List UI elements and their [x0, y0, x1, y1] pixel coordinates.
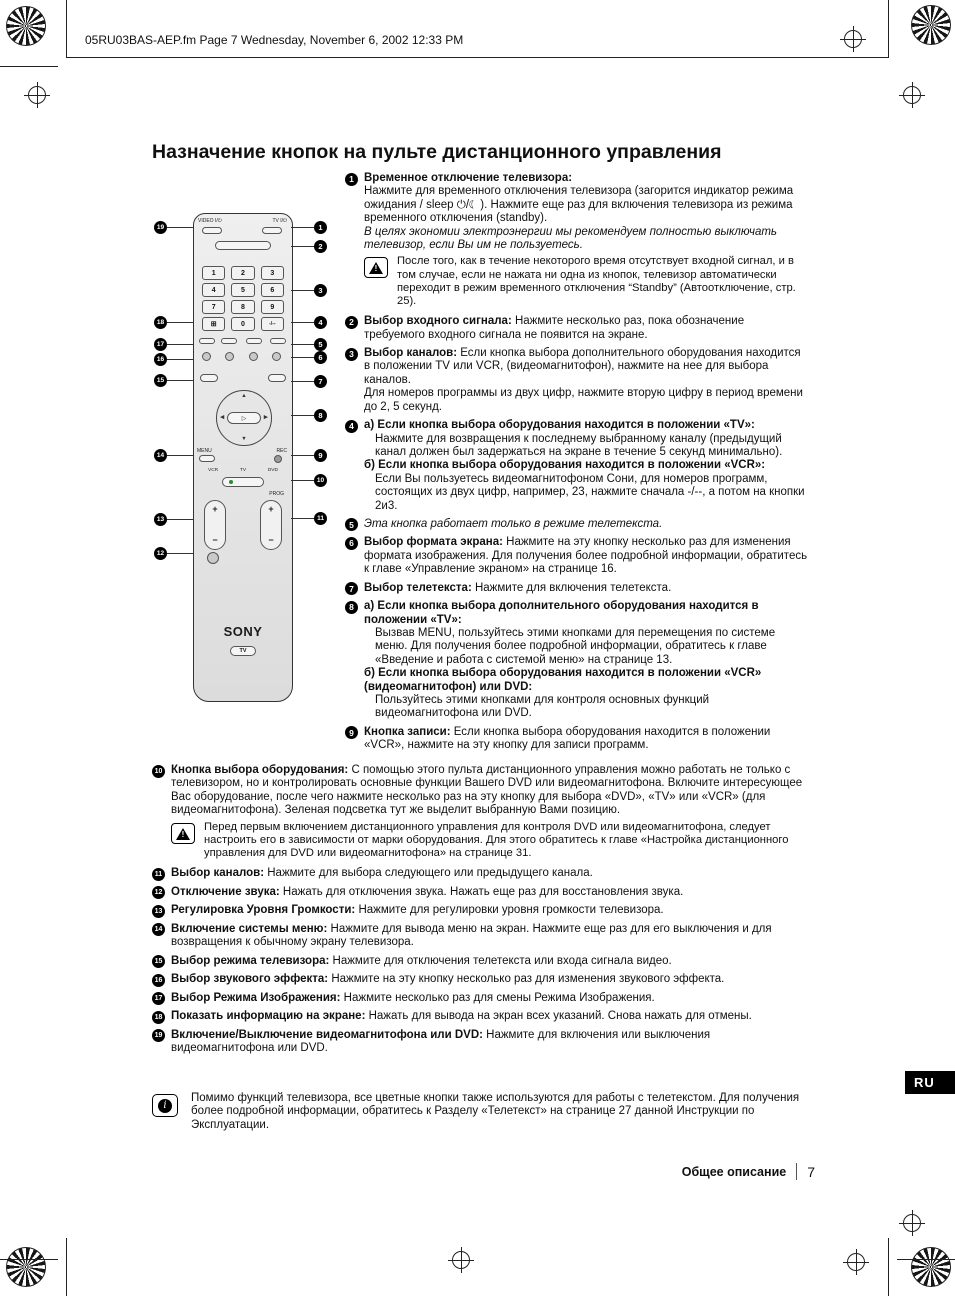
item-number-badge: 19 [152, 1029, 165, 1042]
callout-17: 17 [154, 338, 167, 351]
item-7 [345, 582, 808, 596]
page-title: Назначение кнопок на пульте дистанционного управления [152, 141, 722, 163]
item-4 [345, 419, 808, 513]
callout-line [291, 455, 314, 456]
teletext-note-text: Помимо функций телевизора, все цветные кнопки также используются для работы с телетекстом. Для получения более подробной информации, обратитесь к Разделу «Телетекст» на странице 27 данной Инструкции по Эксплуатации. [191, 1092, 800, 1131]
item-number-badge: 10 [152, 765, 165, 778]
item-10 [152, 764, 814, 862]
key-2: 2 [231, 266, 254, 280]
volume-rocker [204, 500, 226, 550]
trim-mark [66, 1238, 67, 1296]
key-6: 6 [261, 283, 284, 297]
equipment-select-button [222, 477, 264, 487]
callout-line [291, 344, 314, 345]
remote-body [193, 213, 293, 702]
callout-7: 7 [314, 375, 327, 388]
key-⊞: ⊞ [202, 317, 225, 331]
dpad-right-icon: ▶ [263, 414, 268, 421]
callout-13: 13 [154, 513, 167, 526]
callout-5: 5 [314, 338, 327, 351]
language-badge: RU [905, 1071, 955, 1094]
key-7: 7 [202, 300, 225, 314]
callout-line [167, 455, 193, 456]
item-number-badge: 13 [152, 905, 165, 918]
callout-10: 10 [314, 474, 327, 487]
tv-mode-button [200, 374, 218, 382]
trim-mark [888, 0, 889, 58]
teletext-note [152, 1092, 814, 1132]
item-body [171, 1029, 814, 1056]
items-full-width [152, 764, 814, 1055]
key-4: 4 [202, 283, 225, 297]
item-paragraph: Вызвав MENU, пользуйтесь этими кнопками для перемещения по системе меню. Для получения более подробной информации, обратитесь к главе «Введение и работа с системой меню» на странице 13. [375, 626, 776, 666]
dpad [216, 390, 272, 446]
crosshair-mark-top-left [24, 82, 50, 108]
small-button [221, 338, 237, 344]
item-paragraph: Выбор звукового эффекта: Нажмите на эту кнопку несколько раз для изменения звукового эффекта. [171, 973, 725, 986]
item-number-badge: 14 [152, 923, 165, 936]
callout-line [167, 344, 193, 345]
callout-line [167, 322, 193, 323]
item-number-badge: 3 [345, 348, 358, 361]
item-paragraph: а) Если кнопка выбора оборудования находится в положении «TV»: [364, 419, 755, 432]
sound-effect-button [202, 352, 211, 361]
item-paragraph: Регулировка Уровня Громкости: Нажмите для регулировки уровня громкости телевизора. [171, 904, 664, 917]
item-body [364, 582, 808, 596]
callout-1: 1 [314, 221, 327, 234]
remote-control-illustration [150, 205, 340, 780]
warning-icon: ! [171, 823, 195, 844]
header-file-info: 05RU03BAS-AEP.fm Page 7 Wednesday, November 6, 2002 12:33 PM [85, 33, 464, 47]
item-body [364, 419, 808, 513]
item-number-badge: 18 [152, 1011, 165, 1024]
footer-divider [796, 1163, 797, 1180]
callout-9: 9 [314, 449, 327, 462]
item-paragraph: Выбор входного сигнала: Нажмите несколько раз, пока обозначение требуемого входного сигнала не появится на экране. [364, 315, 745, 341]
registration-target-top-right [911, 5, 951, 45]
item-paragraph: Нажмите для возвращения к последнему выбранному каналу (предыдущий канал должен был задержаться на экране в течение 5 секунд минимально). [375, 432, 783, 458]
callout-12: 12 [154, 547, 167, 560]
item-body [171, 867, 814, 881]
item-number-badge: 12 [152, 886, 165, 899]
color-button [225, 352, 234, 361]
trim-mark [66, 0, 67, 58]
item-number-badge: 2 [345, 316, 358, 329]
callout-line [291, 322, 314, 323]
item-paragraph: Временное отключение телевизора: [364, 172, 573, 184]
item-paragraph: б) Если кнопка выбора оборудования находится в положении «VCR» (видеомагнитофон) или DVD: [364, 667, 762, 693]
item-body [171, 992, 814, 1006]
item-paragraph: Выбор каналов: Если кнопка выбора дополнительного оборудования находится в положении TV или VCR, (видеомагнитофон), нажмите на нее для выбора каналов. [364, 347, 801, 386]
item-paragraph: Выбор формата экрана: Нажмите на эту кнопку несколько раз для изменения формата изображения. Для получения более подробной информации, обратитесь к главе «Управление экраном» на странице 16. [364, 536, 808, 576]
crosshair-mark-bottom-right [843, 1249, 869, 1275]
item-body [364, 347, 808, 414]
callout-line [167, 519, 193, 520]
rec-label: REC [276, 448, 287, 454]
callout-line [291, 357, 314, 358]
item-2 [345, 315, 808, 342]
item-number-badge: 5 [345, 518, 358, 531]
item-5 [345, 518, 808, 532]
item-body [364, 726, 808, 753]
crosshair-mark-bottom-center [448, 1247, 474, 1273]
warning-text: Перед первым включением дистанционного управления для контроля DVD или видеомагнитофона, следует настроить его в зависимости от марки оборудования. Для этого обратитесь к главе «Настройка дистанционного управления для DVD или видеомагнитофона» на странице 31. [204, 820, 789, 860]
item-number-badge: 17 [152, 992, 165, 1005]
callout-line [291, 415, 314, 416]
item-number-badge: 16 [152, 974, 165, 987]
item-number-badge: 1 [345, 173, 358, 186]
item-body [364, 536, 808, 576]
callout-16: 16 [154, 353, 167, 366]
item-body [171, 973, 814, 987]
program-minus: − [268, 535, 274, 545]
item-body [171, 886, 814, 900]
trim-mark [888, 1238, 889, 1296]
small-button [246, 338, 262, 344]
item-3 [345, 347, 808, 414]
item-paragraph: б) Если кнопка выбора оборудования находится в положении «VCR»: [364, 459, 766, 472]
item-number-badge: 8 [345, 601, 358, 614]
item-number-badge: 4 [345, 420, 358, 433]
callout-18: 18 [154, 316, 167, 329]
warning-text: После того, как в течение некоторого время отсутствует входной сигнал, и в том случае, если не нажата ни одна из кнопок, телевизор автоматически переходит в режим временного отключения “Standby” (Автоотключение, стр. 25). [397, 255, 796, 308]
selector-label-vcr: VCR [208, 468, 219, 473]
item-15 [152, 955, 814, 969]
item-9 [345, 726, 808, 753]
item-paragraph: Включение/Выключение видеомагнитофона или DVD: Нажмите для включения или выключения видеомагнитофона или DVD. [171, 1028, 711, 1054]
prog-label: PROG [269, 491, 284, 497]
trim-mark [0, 1259, 58, 1260]
item-body [171, 955, 814, 969]
item-body [364, 315, 808, 342]
number-keypad [202, 266, 284, 331]
color-button [249, 352, 258, 361]
items-column-right [345, 172, 808, 753]
callout-19: 19 [154, 221, 167, 234]
item-paragraph: Выбор Режима Изображения: Нажмите несколько раз для смены Режима Изображения. [171, 991, 655, 1004]
info-icon [152, 1094, 178, 1117]
item-paragraph: Выбор телетекста: Нажмите для включения телетекста. [364, 581, 672, 594]
crosshair-mark-right-edge-bottom [899, 1210, 925, 1236]
warning-note [171, 821, 814, 861]
program-plus: + [268, 504, 274, 514]
item-paragraph: Отключение звука: Нажать для отключения звука. Нажать еще раз для восстановления звука. [171, 885, 684, 898]
video-power-label: VIDEO I/⏻ [198, 218, 222, 224]
callout-line [167, 359, 193, 360]
callout-6: 6 [314, 351, 327, 364]
trim-mark [897, 1259, 955, 1260]
item-paragraph: Если Вы пользуетесь видеомагнитофоном Сони, для номеров программ, состоящих из двух цифр, например, 23, нажмите сначала -/--, а потом на кнопки 2и3. [375, 472, 805, 512]
callout-line [291, 246, 314, 247]
video-power-button [202, 227, 222, 234]
menu-button [199, 455, 215, 462]
registration-target-top-left [6, 6, 46, 46]
item-paragraph: Пользуйтесь этими кнопками для контроля основных функций видеомагнитофона или DVD. [375, 694, 710, 720]
key-1: 1 [202, 266, 225, 280]
crosshair-mark-top-right [840, 26, 866, 52]
item-12 [152, 886, 814, 900]
dpad-up-icon: ▲ [241, 393, 247, 399]
key-5: 5 [231, 283, 254, 297]
item-paragraph: Нажмите для временного отключения телевизора (загорится индикатор режима ожидания / sleep ⏻/☾ ). Нажмите еще раз для включения телевизора из режима временного отключения (standby). [364, 185, 794, 225]
crosshair-mark-right-edge [899, 82, 925, 108]
selector-label-dvd: DVD [267, 468, 278, 473]
callout-11: 11 [314, 512, 327, 525]
callout-line [291, 290, 314, 291]
item-body [364, 518, 808, 532]
tv-power-label: TV I/⏻ [272, 218, 287, 224]
callout-15: 15 [154, 374, 167, 387]
item-paragraph: Кнопка выбора оборудования: С помощью этого пульта дистанционного управления можно работать не только с телевизором, но и контролировать основные функции Вашего DVD или видеомагнитофона. Включите интересующее Вас оборудование, после чего нажмите несколько раз на эту кнопку для выбора «DVD», «TV» или «VCR» (для видеомагнитофона). Зеленая подсветка тут же выделит выбранную Вами позицию. [171, 764, 803, 817]
callout-3: 3 [314, 284, 327, 297]
item-body [171, 764, 814, 862]
registration-target-bottom-left [6, 1247, 46, 1287]
sony-logo: SONY [223, 624, 263, 639]
key-3: 3 [261, 266, 284, 280]
dpad-down-icon: ▼ [241, 435, 247, 442]
item-19 [152, 1029, 814, 1056]
key-9: 9 [261, 300, 284, 314]
item-18 [152, 1010, 814, 1024]
dpad-left-icon: ◀ [220, 414, 225, 421]
item-13 [152, 904, 814, 918]
callout-4: 4 [314, 316, 327, 329]
callout-line [291, 381, 314, 382]
callout-line [291, 227, 314, 228]
info-i-glyph: i [158, 1099, 172, 1113]
warning-icon: ! [364, 257, 388, 278]
item-body [364, 172, 808, 310]
callout-line [291, 518, 314, 519]
input-select-button [215, 241, 271, 250]
item-6 [345, 536, 808, 576]
header-rule [67, 57, 888, 58]
menu-label: MENU [197, 448, 212, 454]
key-0: 0 [231, 317, 254, 331]
item-1 [345, 172, 808, 310]
item-number-badge: 9 [345, 726, 358, 739]
dpad-center-button: ▷ [227, 412, 261, 424]
teletext-button [268, 374, 286, 382]
item-body [171, 904, 814, 918]
item-number-badge: 11 [152, 868, 165, 881]
item-paragraph: Показать информацию на экране: Нажать для вывода на экран всех указаний. Снова нажать для отмены. [171, 1010, 752, 1023]
footer-page-number: 7 [807, 1163, 815, 1180]
teletext-hold-button [270, 338, 286, 344]
item-number-badge: 7 [345, 582, 358, 595]
volume-plus: + [212, 504, 218, 514]
item-body [364, 600, 808, 721]
registration-target-bottom-right [911, 1247, 951, 1287]
volume-minus: − [212, 535, 218, 545]
item-number-badge: 6 [345, 537, 358, 550]
equipment-selector-labels [208, 468, 278, 473]
item-8 [345, 600, 808, 721]
callout-line [167, 553, 193, 554]
key--/--: -/-- [261, 317, 284, 331]
trim-mark [0, 66, 58, 67]
footer-section: Общее описание [681, 1164, 787, 1179]
tv-power-button [262, 227, 282, 234]
item-paragraph: Для номеров программы из двух цифр, нажмите вторую цифру в период времени до 2, 5 секунд. [364, 387, 803, 413]
green-indicator [229, 480, 233, 484]
item-paragraph: В целях экономии электроэнергии мы рекомендуем полностью выключать телевизор, если Вы им не пользуетесь. [364, 225, 777, 252]
item-11 [152, 867, 814, 881]
item-paragraph: Включение системы меню: Нажмите для вывода меню на экран. Нажмите еще раз для его выключения и для возвращения к обычному экрану телевизора. [171, 922, 772, 949]
callout-8: 8 [314, 409, 327, 422]
callout-2: 2 [314, 240, 327, 253]
warning-note [364, 255, 808, 308]
key-8: 8 [231, 300, 254, 314]
muting-button [207, 552, 219, 564]
program-rocker [260, 500, 282, 550]
picture-mode-button [199, 338, 215, 344]
callout-line [167, 380, 193, 381]
item-body [171, 1010, 814, 1024]
rec-button [274, 455, 282, 463]
page-footer [560, 1163, 815, 1180]
tv-mode-pill-label: TV [239, 648, 247, 654]
selector-label-tv: TV [239, 468, 247, 473]
item-number-badge: 15 [152, 955, 165, 968]
callout-line [291, 480, 314, 481]
item-14 [152, 923, 814, 950]
item-17 [152, 992, 814, 1006]
item-paragraph: Кнопка записи: Если кнопка выбора оборудования находится в положении «VCR», нажмите на эту кнопку для записи программ. [364, 725, 771, 752]
screen-format-button [272, 352, 281, 361]
item-paragraph: Эта кнопка работает только в режиме телетекста. [364, 517, 663, 530]
item-16 [152, 973, 814, 987]
callout-14: 14 [154, 449, 167, 462]
item-paragraph: а) Если кнопка выбора дополнительного оборудования находится в положении «TV»: [364, 600, 759, 626]
callout-line [167, 227, 193, 228]
item-paragraph: Выбор каналов: Нажмите для выбора следующего или предыдущего канала. [171, 867, 593, 880]
item-paragraph: Выбор режима телевизора: Нажмите для отключения телетекста или входа сигнала видео. [171, 954, 672, 967]
tv-mode-pill [230, 646, 256, 656]
item-body [171, 923, 814, 950]
